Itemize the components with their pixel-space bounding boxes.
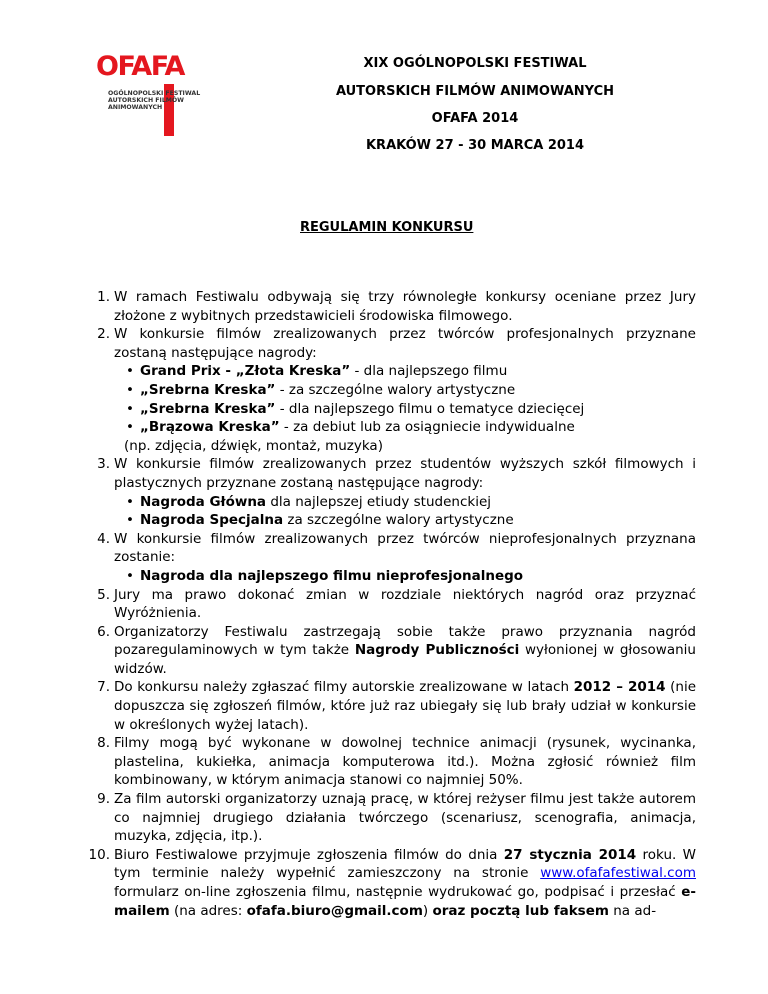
- rule-item: [80, 455, 696, 529]
- prize-note-text: (np. zdjęcia, dźwięk, montaż, muzyka): [124, 437, 383, 454]
- rule-text-end: (nie dopuszcza się zgłoszeń filmów, które już raz ubiegały się lub brały udział w konkursie w określonych wyżej latach).: [114, 679, 697, 733]
- header-line-3: OFAFA 2014: [431, 111, 519, 126]
- rule-number: 4.: [97, 530, 110, 547]
- prize-desc: za szczególne walory artystyczne: [283, 512, 514, 529]
- header-line-2: AUTORSKICH FILMÓW ANIMOWANYCH: [335, 84, 615, 99]
- prize-name: „Brązowa Kreska”: [140, 419, 280, 436]
- rules-list: [80, 288, 696, 920]
- rule-number: 8.: [97, 735, 110, 752]
- rule-text-start: Organizatorzy Festiwalu zastrzegają sobie także prawo przyznania nagród pozaregulaminowych w tym także: [114, 623, 696, 659]
- prize-name: Nagroda Główna: [140, 493, 267, 510]
- prize-desc: dla najlepszej etiudy studenckiej: [266, 493, 492, 510]
- prize-desc: - dla najlepszego filmu: [350, 363, 508, 380]
- prize-name: Nagroda dla najlepszego filmu nieprofesjonalnego: [140, 567, 524, 584]
- rule-text-mid2: formularz on-line zgłoszenia filmu, następnie wydrukować go, podpisać i przesłać: [114, 884, 682, 900]
- email-address: ofafa.biuro@gmail.com: [246, 902, 423, 919]
- prize-list: [114, 362, 696, 455]
- prize-name: „Srebrna Kreska”: [140, 400, 276, 417]
- prize-desc: - za debiut lub za osiągniecie indywidualne: [279, 419, 575, 436]
- email-method: e-mailem: [114, 884, 696, 919]
- rule-number: 2.: [97, 326, 110, 343]
- prize-item: • Nagroda dla najlepszego filmu nieprofesjonalnego: [126, 567, 524, 584]
- rule-item: [80, 790, 696, 846]
- prize-item: • Nagroda Główna dla najlepszej etiudy studenckiej: [126, 493, 492, 510]
- header-line-4: KRAKÓW 27 - 30 MARCA 2014: [365, 138, 585, 153]
- prize-name: Grand Prix - „Złota Kreska”: [140, 363, 351, 380]
- rule-text-end: wyłonionej w głosowaniu widzów.: [114, 642, 696, 677]
- rule-number: 10.: [88, 846, 110, 863]
- rule-text: Za film autorski organizatorzy uznają pracę, w której reżyser filmu jest także autorem co najmniej drugiego działania twórczego (scenariusz, scenografia, animacja, muzyka, zdjęcia, itp.).: [114, 791, 696, 845]
- rule-item: [80, 586, 696, 623]
- prize-note: [114, 437, 696, 456]
- rule-text-start: Biuro Festiwalowe przyjmuje zgłoszenia filmów do dnia: [114, 846, 504, 863]
- rule-text-start: Do konkursu należy zgłaszać filmy autorskie zrealizowane w latach: [114, 679, 574, 696]
- prize-item: • „Srebrna Kreska” - dla najlepszego filmu o tematyce dziecięcej: [126, 400, 585, 417]
- prize-item: • Nagroda Specjalna za szczególne walory artystyczne: [126, 512, 514, 529]
- document-title: REGULAMIN KONKURSU: [300, 220, 474, 235]
- rule-item: [80, 325, 696, 455]
- rule-text-mid: roku. W tym terminie należy wypełnić zamieszczony na stronie: [114, 846, 696, 882]
- rule-text-mid3: (na adres:: [169, 902, 247, 919]
- prize-name: Nagroda Specjalna: [140, 512, 284, 529]
- prize-desc: - dla najlepszego filmu o tematyce dziecięcej: [275, 400, 585, 417]
- post-fax-method: oraz pocztą lub faksem: [432, 902, 609, 919]
- rule-text: W konkursie filmów zrealizowanych przez studentów wyższych szkół filmowych i plastycznych przyznane zostaną następujące nagrody:: [114, 456, 696, 491]
- festival-logo: [86, 50, 206, 136]
- rule-number: 9.: [97, 791, 110, 808]
- rule-number: 7.: [97, 679, 110, 696]
- rule-item: [80, 846, 696, 920]
- logo-subtitle: OGÓLNOPOLSKI FESTIWAL AUTORSKICH FILMÓW ANIMOWANYCH: [108, 90, 201, 111]
- audience-award: Nagrody Publiczności: [354, 642, 520, 659]
- rule-number: 1.: [97, 289, 110, 305]
- logo-wordmark: OFAFA: [96, 51, 184, 82]
- rule-text: Filmy mogą być wykonane w dowolnej technice animacji (rysunek, wycinanka, plastelina, kukiełka, animacja komputerowa itd.). Można zgłosić również film kombinowany, w którym animacja stanowi co najmniej 50%.: [114, 735, 696, 789]
- prize-list: [114, 493, 696, 530]
- prize-desc: - za szczególne walory artystyczne: [275, 381, 516, 398]
- year-range: 2012 – 2014: [573, 679, 666, 696]
- prize-item: • „Brązowa Kreska” - za debiut lub za osiągniecie indywidualne: [126, 419, 575, 436]
- deadline-date: 27 stycznia 2014: [503, 846, 637, 863]
- rule-item: [80, 678, 696, 734]
- rule-text-mid4: ): [422, 902, 433, 919]
- rule-item: [80, 623, 696, 679]
- prize-item: • „Srebrna Kreska” - za szczególne walory artystyczne: [126, 381, 516, 398]
- rule-text: W ramach Festiwalu odbywają się trzy równoległe konkursy oceniane przez Jury złożone z wybitnych przedstawicieli środowiska filmowego.: [114, 289, 696, 324]
- festival-website-link[interactable]: www.ofafafestiwal.com: [540, 865, 696, 882]
- rule-text-end: na ad-: [608, 902, 657, 919]
- rule-text: W konkursie filmów zrealizowanych przez twórców nieprofesjonalnych przyznana zostanie:: [114, 530, 696, 566]
- header-line-1: XIX OGÓLNOPOLSKI FESTIWAL: [363, 56, 587, 71]
- rule-number: 5.: [97, 586, 110, 603]
- rule-text: Jury ma prawo dokonać zmian w rozdziale niektórych nagród oraz przyznać Wyróżnienia.: [114, 586, 696, 622]
- rule-number: 3.: [97, 456, 110, 473]
- rule-item: [80, 530, 696, 586]
- rule-item: [80, 734, 696, 790]
- prize-item: • Grand Prix - „Złota Kreska” - dla najlepszego filmu: [126, 363, 508, 380]
- rule-item: [80, 288, 696, 325]
- prize-list: [114, 567, 696, 586]
- rule-number: 6.: [97, 623, 110, 640]
- rule-text: W konkursie filmów zrealizowanych przez twórców profesjonalnych przyznane zostaną następujące nagrody:: [114, 326, 696, 361]
- prize-name: „Srebrna Kreska”: [140, 381, 276, 398]
